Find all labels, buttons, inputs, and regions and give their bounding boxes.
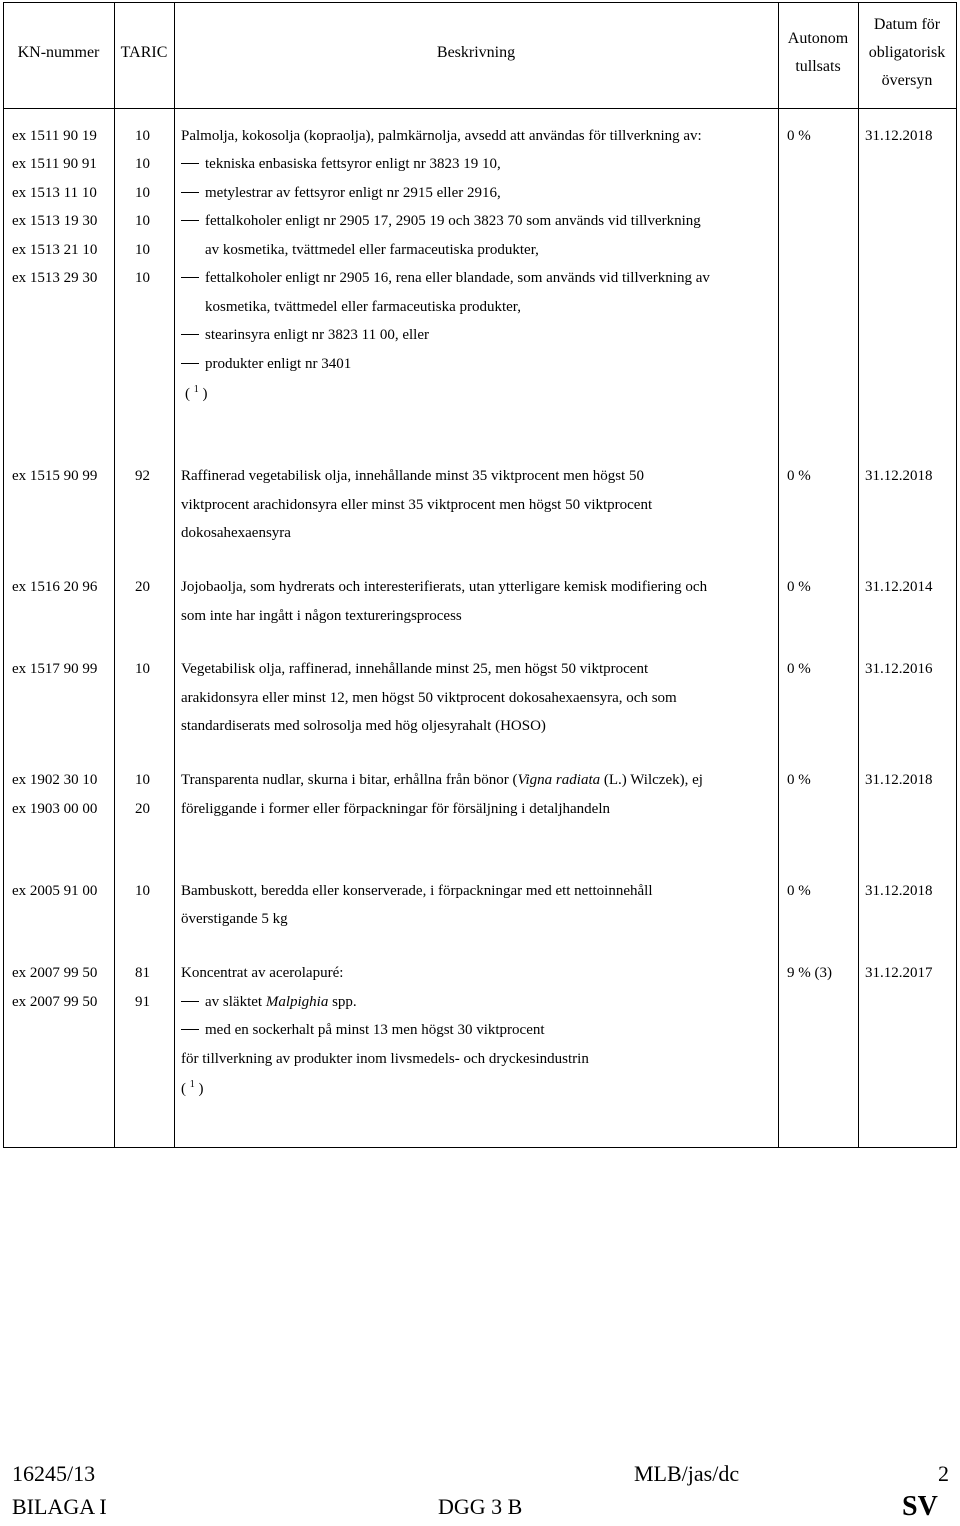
header-date-2: obligatorisk	[868, 44, 946, 61]
header-taric: TARIC	[120, 44, 168, 61]
description-line: Raffinerad vegetabilisk olja, innehållande minst 35 viktprocent men högst 50	[181, 468, 644, 484]
description-line	[181, 150, 501, 178]
description-line	[181, 264, 710, 292]
taric-code: 10	[135, 185, 150, 201]
description-text: spp.	[328, 994, 357, 1010]
description-line	[181, 321, 429, 349]
review-date: 31.12.2014	[865, 579, 933, 595]
description-text: stearinsyra enligt nr 3823 11 00, eller	[205, 327, 429, 343]
review-date: 31.12.2016	[865, 661, 933, 677]
kn-code: ex 1902 30 10	[12, 772, 98, 788]
dash-marker	[181, 363, 199, 364]
header-kn: KN-nummer	[17, 44, 100, 61]
col-border-0	[3, 2, 4, 1148]
dash-marker	[181, 163, 199, 164]
taric-code: 81	[135, 965, 150, 981]
description-line: arakidonsyra eller minst 12, men högst 50 viktprocent dokosahexaensyra, och som	[181, 690, 677, 706]
directorate-label: DGG 3 B	[438, 1494, 523, 1519]
taric-code: 10	[135, 772, 150, 788]
description-line: Vegetabilisk olja, raffinerad, innehållande minst 25, men högst 50 viktprocent	[181, 661, 649, 677]
kn-code: ex 1513 21 10	[12, 242, 98, 258]
dash-marker	[181, 1029, 199, 1030]
dash-marker	[181, 192, 199, 193]
footnote-ref: ( $^1$ )	[181, 1079, 204, 1097]
review-date: 31.12.2018	[865, 883, 933, 899]
reference-code: MLB/jas/dc	[634, 1461, 740, 1486]
description-line	[181, 179, 501, 207]
species-name: Vigna radiata	[517, 772, 601, 788]
kn-code: ex 1511 90 91	[12, 156, 97, 172]
description-line	[181, 988, 357, 1016]
taric-code: 10	[135, 156, 150, 172]
description-text: med en sockerhalt på minst 13 men högst 30 viktprocent	[205, 1022, 545, 1038]
footnote-number: 1	[189, 1079, 195, 1090]
review-date: 31.12.2018	[865, 128, 933, 144]
description-text: metylestrar av fettsyror enligt nr 2915 eller 2916,	[205, 185, 501, 201]
rate: 0 %	[787, 579, 811, 595]
language-code: SV	[902, 1491, 938, 1522]
rate: 0 %	[787, 128, 811, 144]
header-date-3: översyn	[881, 72, 933, 89]
description-line: för tillverkning av produkter inom livsmedels- och dryckesindustrin	[181, 1051, 589, 1067]
kn-code: ex 2007 99 50	[12, 994, 98, 1010]
taric-code: 10	[135, 213, 150, 229]
document-number: 16245/13	[12, 1461, 96, 1486]
rate: 0 %	[787, 883, 811, 899]
genus-name: Malpighia	[265, 994, 329, 1010]
description-line: standardiserats med solrosolja med hög oljesyrahalt (HOSO)	[181, 718, 546, 734]
taric-code: 91	[135, 994, 150, 1010]
description-line: av kosmetika, tvättmedel eller farmaceutiska produkter,	[205, 242, 539, 258]
description-text: av släktet	[205, 994, 266, 1010]
kn-code: ex 2007 99 50	[12, 965, 98, 981]
description-line	[181, 350, 351, 378]
header-rate-1: Autonom	[787, 30, 849, 47]
kn-code: ex 1515 90 99	[12, 468, 98, 484]
header-bottom-border	[3, 108, 957, 109]
table-top-border	[3, 2, 957, 3]
rate: 9 % (3)	[787, 965, 832, 981]
page-number: 2	[938, 1461, 949, 1486]
description-text: fettalkoholer enligt nr 2905 17, 2905 19 och 3823 70 som används vid tillverkning	[205, 213, 701, 229]
header-description: Beskrivning	[436, 44, 516, 61]
dash-marker	[181, 334, 199, 335]
description-line: Palmolja, kokosolja (kopraolja), palmkärnolja, avsedd att användas för tillverkning av:	[181, 128, 702, 144]
dash-marker	[181, 1001, 199, 1002]
dash-marker	[181, 277, 199, 278]
taric-code: 92	[135, 468, 150, 484]
review-date: 31.12.2017	[865, 965, 933, 981]
col-border-3	[778, 2, 779, 1148]
rate: 0 %	[787, 468, 811, 484]
col-border-2	[174, 2, 175, 1148]
description-line: Bambuskott, beredda eller konserverade, i förpackningar med ett nettoinnehåll	[181, 883, 653, 899]
kn-code: ex 1513 19 30	[12, 213, 98, 229]
description-line: viktprocent arachidonsyra eller minst 35 viktprocent men högst 50 viktprocent	[181, 497, 653, 513]
col-border-4	[858, 2, 859, 1148]
dash-marker	[181, 220, 199, 221]
description-text: produkter enligt nr 3401	[205, 356, 352, 372]
description-line: föreliggande i former eller förpackningar för försäljning i detaljhandeln	[181, 801, 610, 817]
col-border-5	[956, 2, 957, 1148]
description-line: som inte har ingått i någon textureringsprocess	[181, 608, 462, 624]
kn-code: ex 1516 20 96	[12, 579, 98, 595]
col-border-1	[114, 2, 115, 1148]
description-line: Jojobaolja, som hydrerats och interesterifierats, utan ytterligare kemisk modifiering och	[181, 579, 708, 595]
description-line: dokosahexaensyra	[181, 525, 291, 541]
description-text: fettalkoholer enligt nr 2905 16, rena eller blandade, som används vid tillverkning av	[205, 270, 710, 286]
description-line	[181, 766, 703, 794]
taric-code: 20	[135, 801, 150, 817]
taric-code: 10	[135, 128, 150, 144]
kn-code: ex 1517 90 99	[12, 661, 98, 677]
kn-code: ex 1513 11 10	[12, 185, 97, 201]
description-text: tekniska enbasiska fettsyror enligt nr 3823 19 10,	[205, 156, 501, 172]
description-line	[181, 207, 701, 235]
description-line: överstigande 5 kg	[181, 911, 288, 927]
description-line: Koncentrat av acerolapuré:	[181, 965, 344, 981]
review-date: 31.12.2018	[865, 772, 933, 788]
kn-code: ex 1511 90 19	[12, 128, 97, 144]
footnote-number: 1	[193, 384, 199, 395]
header-rate-2: tullsats	[795, 58, 841, 75]
description-text: (L.) Wilczek), ej	[600, 772, 703, 788]
footnote-ref: ( $^1$ )	[185, 384, 208, 402]
header-date-1: Datum för	[873, 16, 941, 33]
kn-code: ex 2005 91 00	[12, 883, 98, 899]
taric-code: 10	[135, 661, 150, 677]
tariff-table	[3, 2, 957, 1148]
kn-code: ex 1513 29 30	[12, 270, 98, 286]
taric-code: 10	[135, 242, 150, 258]
review-date: 31.12.2018	[865, 468, 933, 484]
description-line	[181, 1016, 545, 1044]
table-bottom-border	[3, 1147, 957, 1148]
description-text: Transparenta nudlar, skurna i bitar, erhållna från bönor (	[181, 772, 518, 788]
taric-code: 10	[135, 883, 150, 899]
rate: 0 %	[787, 772, 811, 788]
description-line: kosmetika, tvättmedel eller farmaceutiska produkter,	[205, 299, 521, 315]
rate: 0 %	[787, 661, 811, 677]
kn-code: ex 1903 00 00	[12, 801, 98, 817]
annex-label: BILAGA I	[12, 1494, 107, 1519]
taric-code: 10	[135, 270, 150, 286]
taric-code: 20	[135, 579, 150, 595]
